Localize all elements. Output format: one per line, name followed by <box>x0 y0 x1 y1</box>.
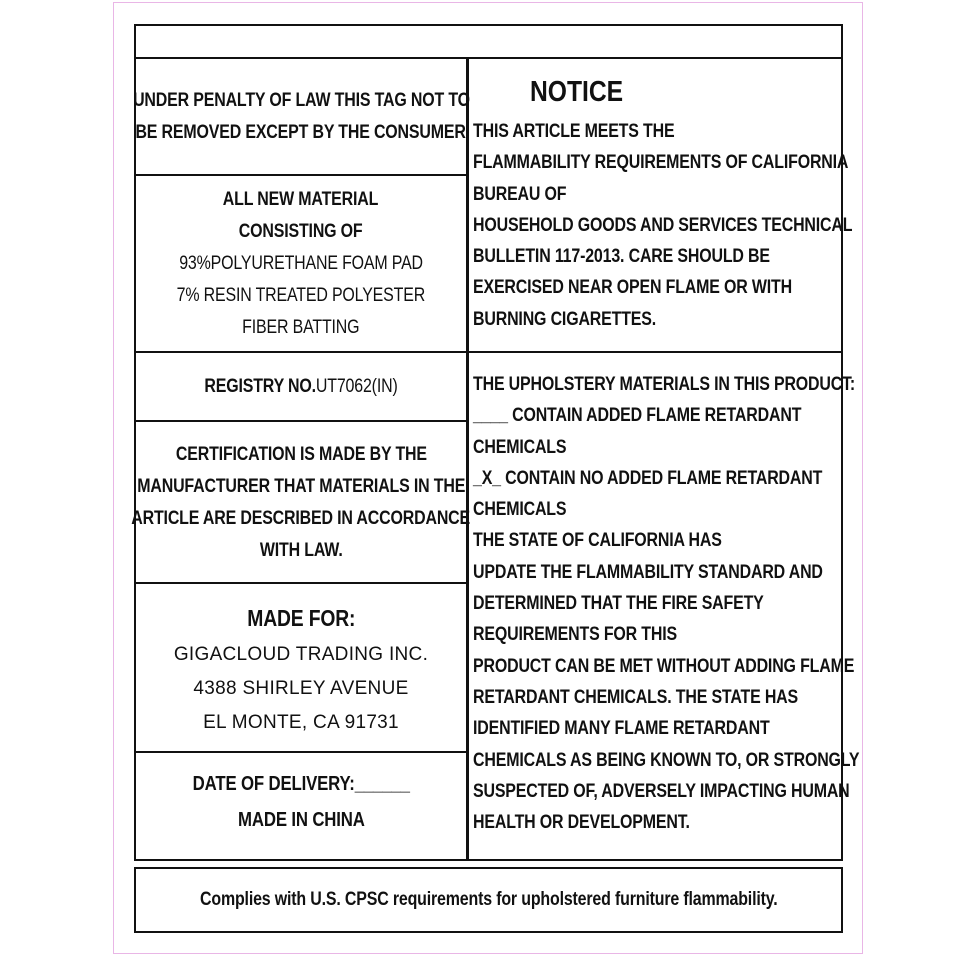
material-line: ALL NEW MATERIAL <box>223 189 379 210</box>
upholstery-checkbox-line: ____ CONTAIN ADDED FLAME RETARDANT <box>473 405 802 427</box>
upholstery-text <box>473 369 860 838</box>
made-for-title: MADE FOR: <box>247 605 355 631</box>
upholstery-line: CHEMICALS AS BEING KNOWN TO, OR STRONGLY <box>473 749 860 771</box>
notice-line: HOUSEHOLD GOODS AND SERVICES TECHNICAL <box>473 214 853 236</box>
tag-warning-cell <box>132 59 470 175</box>
country-of-origin: MADE IN CHINA <box>237 809 365 831</box>
header-strip <box>134 24 843 59</box>
upholstery-line: THE STATE OF CALIFORNIA HAS <box>473 530 722 552</box>
tag-warning-line: BE REMOVED EXCEPT BY THE CONSUMER <box>135 122 467 143</box>
right-divider <box>468 351 842 353</box>
material-line: CONSISTING OF <box>239 221 363 242</box>
upholstery-line: REQUIREMENTS FOR THIS <box>473 624 677 646</box>
made-for-cell <box>135 584 467 752</box>
material-cell <box>135 176 467 352</box>
notice-line: EXERCISED NEAR OPEN FLAME OR WITH <box>473 277 793 299</box>
upholstery-checkbox-line: _X_ CONTAIN NO ADDED FLAME RETARDANT <box>473 467 823 489</box>
upholstery-line: THE UPHOLSTERY MATERIALS IN THIS PRODUCT: <box>473 374 856 395</box>
upholstery-line: HEALTH OR DEVELOPMENT. <box>473 812 690 834</box>
footer-compliance-text: Complies with U.S. CPSC requirements for upholstered furniture flammability. <box>199 889 778 910</box>
notice-line: BURNING CIGARETTES. <box>473 308 657 330</box>
delivery-date: DATE OF DELIVERY:______ <box>192 773 410 795</box>
notice-line: THIS ARTICLE MEETS THE <box>473 121 675 142</box>
upholstery-line: UPDATE THE FLAMMABILITY STANDARD AND <box>473 561 823 583</box>
registry-value: UT7062(IN) <box>315 376 398 397</box>
notice-line: FLAMMABILITY REQUIREMENTS OF CALIFORNIA <box>473 152 849 174</box>
upholstery-line: CHEMICALS <box>473 499 567 521</box>
material-line: 7% RESIN TREATED POLYESTER <box>176 285 426 306</box>
notice-text <box>473 116 853 335</box>
tag-warning-line: UNDER PENALTY OF LAW THIS TAG NOT TO <box>132 90 470 111</box>
notice-title: NOTICE <box>530 76 624 108</box>
upholstery-line: RETARDANT CHEMICALS. THE STATE HAS <box>473 686 799 708</box>
certification-line: CERTIFICATION IS MADE BY THE <box>175 443 427 465</box>
certification-cell <box>131 422 471 583</box>
footer-box <box>134 867 843 933</box>
made-for-line: GIGACLOUD TRADING INC. <box>173 644 429 665</box>
certification-line: ARTICLE ARE DESCRIBED IN ACCORDANCE <box>131 507 471 529</box>
registry-label: REGISTRY NO. <box>204 376 316 397</box>
registry-number <box>204 371 397 402</box>
notice-line: BULLETIN 117-2013. CARE SHOULD BE <box>473 246 770 268</box>
delivery-cell <box>135 753 467 859</box>
made-for-line: EL MONTE, CA 91731 <box>203 712 399 733</box>
registry-cell <box>135 353 467 421</box>
notice-line: BUREAU OF <box>473 183 567 205</box>
material-line: FIBER BATTING <box>242 317 360 338</box>
made-for-line: 4388 SHIRLEY AVENUE <box>193 678 409 699</box>
certification-line: MANUFACTURER THAT MATERIALS IN THE <box>137 475 465 497</box>
certification-line: WITH LAW. <box>259 539 343 561</box>
upholstery-line: SUSPECTED OF, ADVERSELY IMPACTING HUMAN <box>473 780 850 802</box>
material-line: 93%POLYURETHANE FOAM PAD <box>179 253 423 274</box>
upholstery-line: IDENTIFIED MANY FLAME RETARDANT <box>473 718 770 740</box>
upholstery-line: CHEMICALS <box>473 436 567 458</box>
upholstery-line: DETERMINED THAT THE FIRE SAFETY <box>473 593 764 615</box>
upholstery-line: PRODUCT CAN BE MET WITHOUT ADDING FLAME <box>473 655 855 677</box>
